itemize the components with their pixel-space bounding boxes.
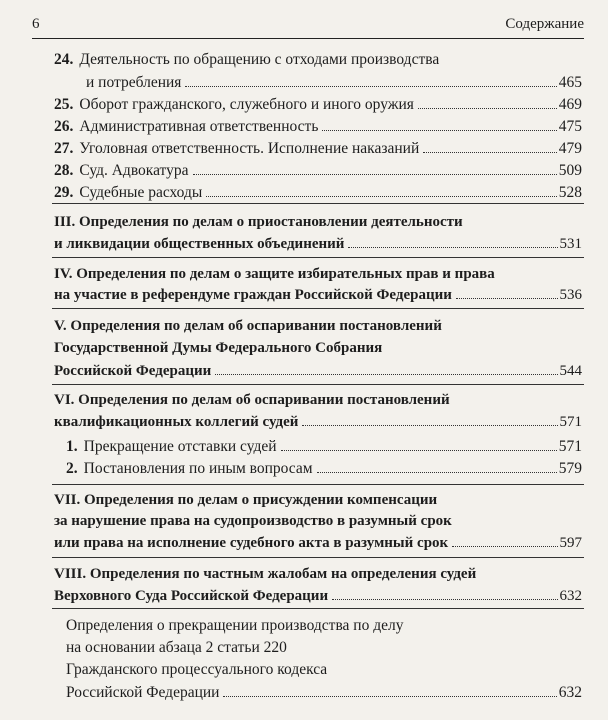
item-number: 2. <box>66 460 78 477</box>
leader-dots <box>456 284 558 299</box>
item-number: 28. <box>54 162 74 179</box>
item-text: Оборот гражданского, служебного и иного оружия <box>79 96 414 113</box>
leader-dots <box>193 160 557 175</box>
page-ref: 531 <box>559 236 582 252</box>
page-ref: 536 <box>559 287 582 303</box>
section-title: VII. Определения по делам о присуждении компенсации <box>54 492 438 508</box>
section-title: или права на исполнение судебного акта в разумный срок <box>54 535 449 551</box>
page-ref: 475 <box>558 118 582 135</box>
leader-dots <box>223 682 556 697</box>
leader-dots <box>185 72 556 87</box>
page-ref: 544 <box>559 363 582 379</box>
toc-section-viii[interactable] <box>54 564 582 584</box>
item-text: на основании абзаца 2 статьи 220 <box>66 639 287 656</box>
toc-section-iv[interactable] <box>54 264 582 284</box>
section-divider <box>52 557 584 558</box>
toc-item-25[interactable] <box>54 94 582 115</box>
toc-final-line-1[interactable] <box>66 616 582 636</box>
toc-section-vii-cont2[interactable] <box>54 532 582 553</box>
item-text: Административная ответственность <box>79 118 319 135</box>
page-ref: 528 <box>558 184 582 201</box>
toc-section-iii[interactable] <box>54 212 582 232</box>
page-ref: 571 <box>559 414 582 430</box>
toc-section-v-cont[interactable] <box>54 338 582 358</box>
item-number: 26. <box>54 118 74 135</box>
page-ref: 632 <box>559 588 582 604</box>
section-divider <box>52 384 584 385</box>
toc-item-28[interactable] <box>54 160 582 181</box>
item-number: 27. <box>54 140 74 157</box>
toc-final-line-2 <box>66 638 582 658</box>
section-title: и ликвидации общественных объединений <box>54 236 345 252</box>
section-divider <box>52 308 584 309</box>
page-number: 6 <box>32 16 40 32</box>
section-divider <box>52 608 584 609</box>
item-number: 25. <box>54 96 74 113</box>
section-title: на участие в референдуме граждан Российской Федерации <box>54 287 452 303</box>
item-text: Прекращение отставки судей <box>83 438 277 455</box>
page-ref: 597 <box>559 535 582 551</box>
item-number: 1. <box>66 438 78 455</box>
toc-section-iv-cont[interactable] <box>54 284 582 305</box>
item-text: Уголовная ответственность. Исполнение наказаний <box>79 140 420 157</box>
page-ref: 509 <box>558 162 582 179</box>
toc-section-vii-cont[interactable] <box>54 511 582 531</box>
leader-dots <box>281 436 557 451</box>
section-title: IV. Определения по делам о защите избирательных прав и права <box>54 266 495 282</box>
section-title: квалификационных коллегий судей <box>54 414 299 430</box>
section-title: за нарушение права на судопроизводство в разумный срок <box>54 513 452 529</box>
item-text: Российской Федерации <box>66 684 220 701</box>
item-text: Суд. Адвокатура <box>79 162 189 179</box>
toc-section-v-cont2[interactable] <box>54 360 582 381</box>
toc-section-v[interactable] <box>54 316 582 336</box>
item-number: 24. <box>54 51 74 68</box>
toc-section-vii[interactable] <box>54 490 582 510</box>
toc-section-viii-cont[interactable] <box>54 585 582 606</box>
section-divider <box>52 484 584 485</box>
toc-final-line-4[interactable] <box>66 682 582 703</box>
section-title: Государственной Думы Федерального Собрания <box>54 340 383 356</box>
toc-item-24-cont[interactable] <box>86 72 582 93</box>
page-ref: 632 <box>558 684 582 701</box>
leader-dots <box>418 94 557 109</box>
toc-item-26[interactable] <box>54 116 582 137</box>
page-ref: 579 <box>558 460 582 477</box>
leader-dots <box>322 116 556 131</box>
page-ref: 465 <box>558 74 582 91</box>
leader-dots <box>317 458 557 473</box>
toc-section-vi[interactable] <box>54 390 582 410</box>
leader-dots <box>302 411 557 426</box>
section-title: V. Определения по делам об оспаривании постановлений <box>54 318 442 334</box>
toc-item-24[interactable] <box>54 50 582 70</box>
page-title: Содержание <box>505 16 584 32</box>
page-ref: 469 <box>558 96 582 113</box>
leader-dots <box>423 138 557 153</box>
section-title: VI. Определения по делам об оспаривании постановлений <box>54 392 450 408</box>
section-title: III. Определения по делам о приостановлении деятельности <box>54 214 463 230</box>
toc-subitem-1[interactable] <box>66 436 582 457</box>
section-divider <box>52 203 584 204</box>
section-title: Верховного Суда Российской Федерации <box>54 588 329 604</box>
item-text: Определения о прекращении производства по делу <box>66 617 404 634</box>
leader-dots <box>215 360 557 375</box>
leader-dots <box>332 585 557 600</box>
toc-subitem-2[interactable] <box>66 458 582 479</box>
page-ref: 571 <box>558 438 582 455</box>
item-text: Судебные расходы <box>79 184 203 201</box>
item-text: и потребления <box>86 74 182 91</box>
item-text: Деятельность по обращению с отходами производства <box>79 51 440 68</box>
toc-section-vi-cont[interactable] <box>54 411 582 432</box>
toc-final-line-3 <box>66 660 582 680</box>
section-title: Российской Федерации <box>54 363 212 379</box>
toc-item-27[interactable] <box>54 138 582 159</box>
section-divider <box>52 257 584 258</box>
toc-item-29[interactable] <box>54 182 582 203</box>
leader-dots <box>452 532 557 547</box>
item-text: Постановления по иным вопросам <box>83 460 313 477</box>
item-text: Гражданского процессуального кодекса <box>66 661 328 678</box>
section-title: VIII. Определения по частным жалобам на определения судей <box>54 566 477 582</box>
leader-dots <box>348 233 557 248</box>
page-ref: 479 <box>558 140 582 157</box>
item-number: 29. <box>54 184 74 201</box>
toc-section-iii-cont[interactable] <box>54 233 582 254</box>
leader-dots <box>206 182 556 197</box>
